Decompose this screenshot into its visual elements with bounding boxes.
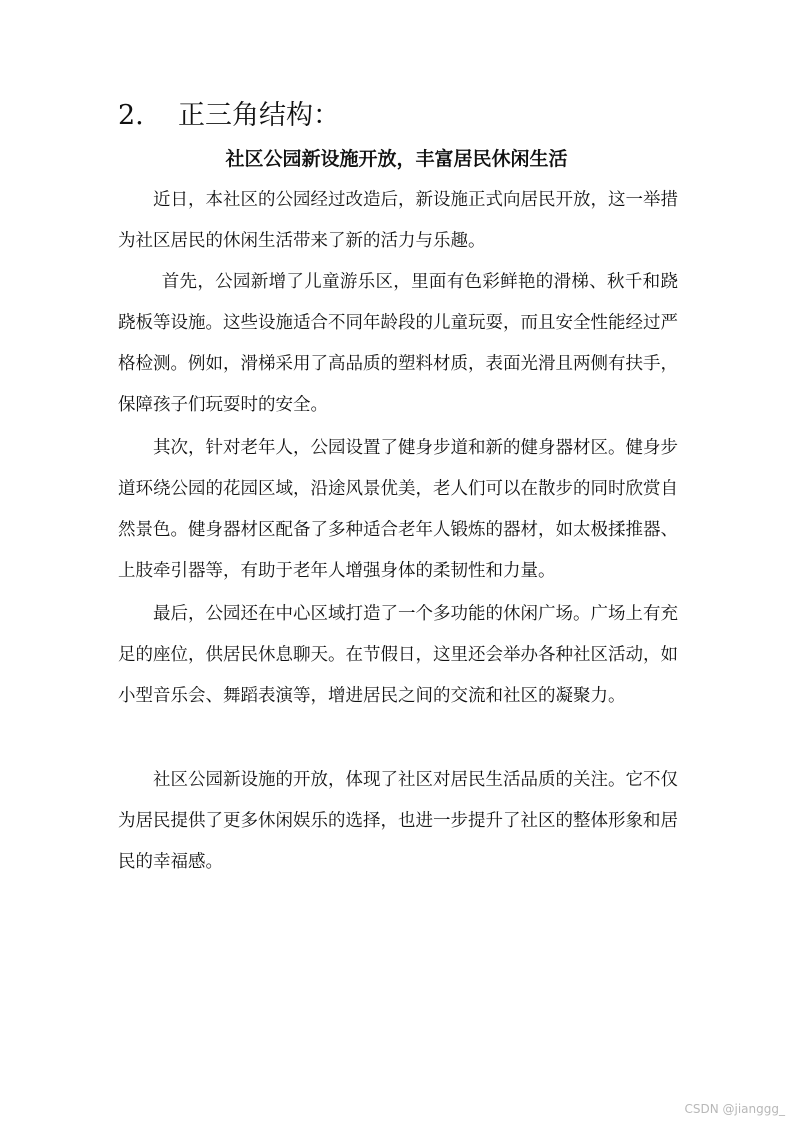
article-title: 社区公园新设施开放，丰富居民休闲生活 (225, 148, 568, 170)
paragraph-conclusion: 社区公园新设施的开放，体现了社区对居民生活品质的关注。它不仅为居民提供了更多休闲娱乐的选择，也进一步提升了社区的整体形象和居民的幸福感。 (118, 770, 678, 872)
watermark: CSDN @jianggg_ (684, 1102, 785, 1116)
paragraph-children-area: 首先，公园新增了儿童游乐区，里面有色彩鲜艳的滑梯、秋千和跷跷板等设施。这些设施适合不同年龄段的儿童玩耍，而且安全性能经过严格检测。例如，滑梯采用了高品质的塑料材质，表面光滑且两侧有扶手，保障孩子们玩耍时的安全。 (118, 272, 678, 415)
section-heading (118, 96, 340, 136)
paragraph-intro: 近日，本社区的公园经过改造后，新设施正式向居民开放，这一举措为社区居民的休闲生活带来了新的活力与乐趣。 (118, 190, 678, 251)
section-heading-text: 正三角结构： (178, 100, 340, 131)
paragraph-elderly-fitness: 其次，针对老年人，公园设置了健身步道和新的健身器材区。健身步道环绕公园的花园区域，沿途风景优美，老人们可以在散步的同时欣赏自然景色。健身器材区配备了多种适合老年人锻炼的器材，如太极揉推器、上肢牵引器等，有助于老年人增强身体的柔韧性和力量。 (118, 438, 678, 581)
paragraph-leisure-plaza: 最后，公园还在中心区域打造了一个多功能的休闲广场。广场上有充足的座位，供居民休息聊天。在节假日，这里还会举办各种社区活动，如小型音乐会、舞蹈表演等，增进居民之间的交流和社区的凝聚力。 (118, 604, 678, 706)
section-number: 2. (118, 100, 144, 131)
